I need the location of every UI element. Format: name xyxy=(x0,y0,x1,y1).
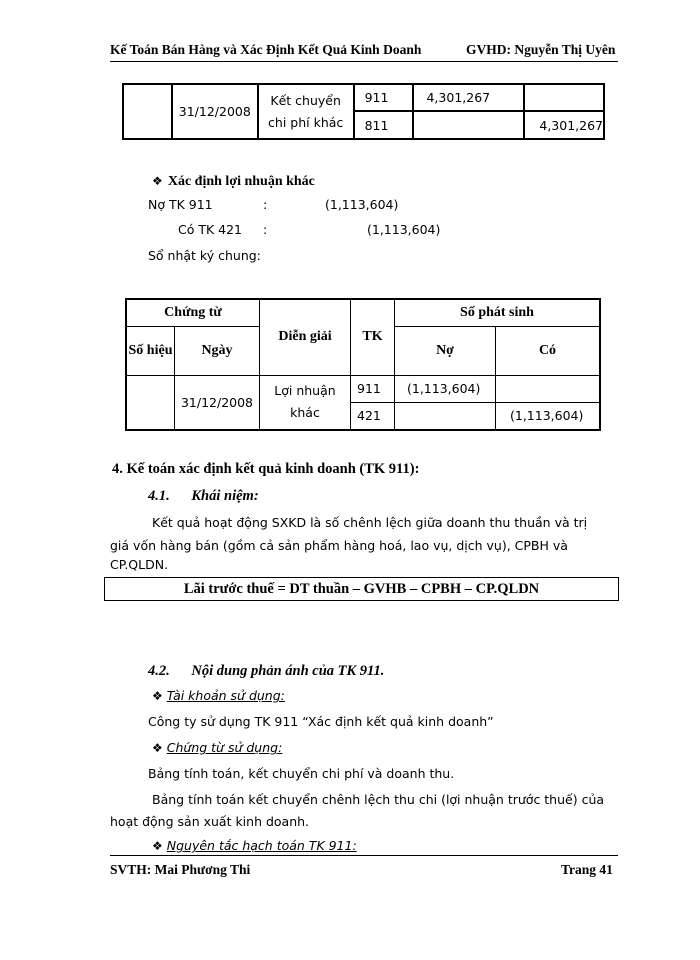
para-1-line-1: Kết quả hoạt động SXKD là số chênh lệch giữa doanh thu thuần và trị xyxy=(152,515,588,530)
header-advisor: GVHD: Nguyễn Thị Uyên xyxy=(466,42,616,57)
bullet-nguyen-tac xyxy=(152,838,357,853)
header-sohieu: Số hiệu xyxy=(126,326,175,375)
bullet-nguyen-tac-title: Nguyên tắc hạch toán TK 911: xyxy=(166,838,357,853)
bullet-tai-khoan-text: Công ty sử dụng TK 911 “Xác định kết quả kinh doanh” xyxy=(148,714,494,729)
cell-tk: 421 xyxy=(351,402,395,430)
cell-debit: 4,301,267 xyxy=(413,84,524,111)
journal-table-profit xyxy=(125,298,601,431)
diamond-bullet-icon: ❖ xyxy=(152,689,163,703)
header-diengiai: Diễn giải xyxy=(260,299,351,375)
credit-entry-sep: : xyxy=(263,222,268,237)
section-profit-heading xyxy=(152,170,315,190)
page-number: Trang 41 xyxy=(561,862,613,877)
cell-debit: (1,113,604) xyxy=(395,375,496,402)
header-chungtu: Chứng từ xyxy=(126,299,260,326)
cell-sohieu xyxy=(126,375,175,430)
credit-entry-value: (1,113,604) xyxy=(367,222,441,237)
credit-entry-label: Có TK 421 xyxy=(178,222,243,237)
journal-label: Sổ nhật ký chung: xyxy=(148,248,261,263)
journal-table-cost-transfer xyxy=(122,83,605,140)
diamond-bullet-icon: ❖ xyxy=(152,741,163,755)
header-title: Kế Toán Bán Hàng và Xác Định Kết Quả Kinh Doanh xyxy=(110,42,422,57)
desc-line-1: Kết chuyển xyxy=(270,92,341,108)
cell-credit xyxy=(524,84,604,111)
debit-entry-sep: : xyxy=(263,197,268,212)
cell-date: 31/12/2008 xyxy=(172,84,258,139)
header-sophatsinh: Số phát sinh xyxy=(395,299,601,326)
para-1-line-3: CP.QLDN. xyxy=(110,557,169,572)
bullet-chung-tu-text: Bảng tính toán, kết chuyển chi phí và doanh thu. xyxy=(148,766,455,781)
cell-debit xyxy=(395,402,496,430)
cell-sohieu xyxy=(123,84,172,139)
bullet-chung-tu-title: Chứng từ sử dụng: xyxy=(166,740,283,755)
footer-author: SVTH: Mai Phương Thi xyxy=(110,862,251,877)
section-4-1-number: 4.1. xyxy=(148,488,170,504)
debit-entry-value: (1,113,604) xyxy=(325,197,399,212)
para-2-line-1: Bảng tính toán kết chuyển chênh lệch thu chi (lợi nhuận trước thuế) của xyxy=(152,792,605,807)
section-profit-title: Xác định lợi nhuận khác xyxy=(167,174,315,189)
diamond-bullet-icon: ❖ xyxy=(152,839,163,853)
cell-debit xyxy=(413,111,524,139)
cell-tk: 911 xyxy=(351,375,395,402)
section-4-2-number: 4.2. xyxy=(148,663,170,679)
bullet-tai-khoan xyxy=(152,688,285,703)
section-4-1-heading xyxy=(148,488,259,505)
desc-line-1: Lợi nhuận xyxy=(274,383,336,399)
bullet-chung-tu xyxy=(152,740,282,755)
cell-description xyxy=(258,84,354,139)
para-2-line-2: hoạt động sản xuất kinh doanh. xyxy=(110,814,310,829)
cell-credit: 4,301,267 xyxy=(524,111,604,139)
header-no: Nợ xyxy=(395,326,496,375)
desc-line-2: chi phí khác xyxy=(268,114,344,130)
debit-entry-label: Nợ TK 911 xyxy=(148,197,213,212)
cell-description xyxy=(260,375,351,430)
header-tk: TK xyxy=(351,299,395,375)
bullet-tai-khoan-title: Tài khoản sử dụng: xyxy=(166,688,285,703)
cell-tk: 811 xyxy=(354,111,414,139)
formula-box: Lãi trước thuế = DT thuần – GVHB – CPBH – CP.QLDN xyxy=(104,577,619,601)
cell-date: 31/12/2008 xyxy=(175,375,260,430)
header-co: Có xyxy=(496,326,601,375)
cell-credit xyxy=(496,375,601,402)
section-4-2-title: Nội dung phản ánh của TK 911. xyxy=(191,663,385,679)
cell-credit: (1,113,604) xyxy=(496,402,601,430)
header-ngay: Ngày xyxy=(175,326,260,375)
para-1-line-2: giá vốn hàng bán (gồm cả sản phẩm hàng hoá, lao vụ, dịch vụ), CPBH và xyxy=(110,538,568,553)
section-4-1-title: Khái niệm: xyxy=(191,488,259,504)
cell-tk: 911 xyxy=(354,84,414,111)
desc-line-2: khác xyxy=(290,405,320,421)
header-rule xyxy=(110,61,618,62)
footer-rule xyxy=(110,855,618,856)
section-4-2-heading xyxy=(148,663,384,680)
diamond-bullet-icon: ❖ xyxy=(152,174,163,188)
section-4-title: 4. Kế toán xác định kết quả kinh doanh (TK 911): xyxy=(112,461,420,477)
